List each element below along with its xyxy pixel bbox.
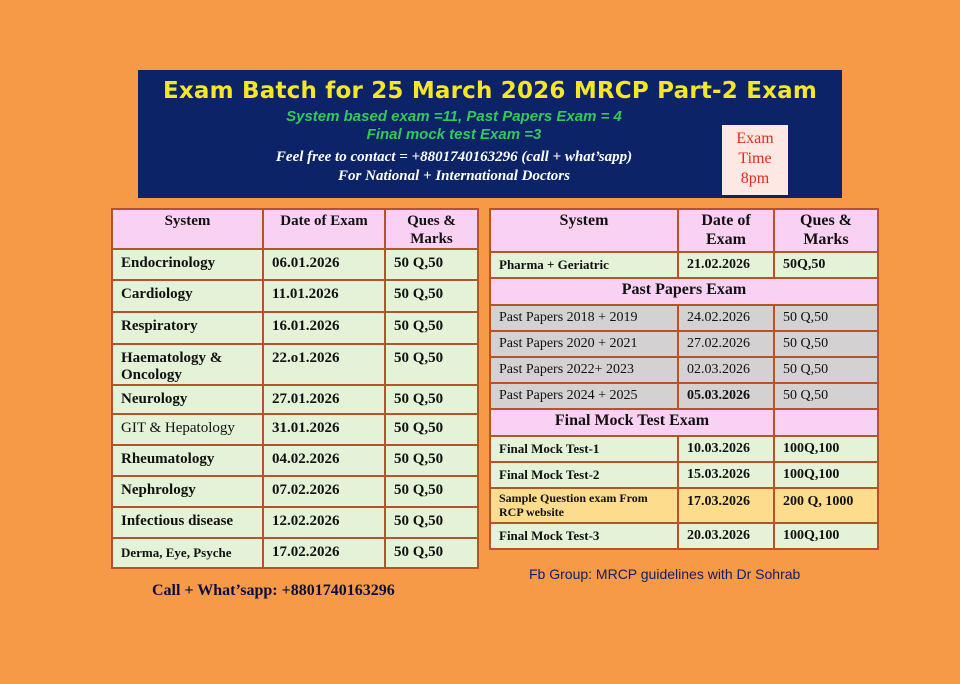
date-cell: 27.02.2026 xyxy=(678,331,774,357)
marks-cell: 50Q,50 xyxy=(774,252,878,278)
table-row xyxy=(112,538,478,568)
section-empty-cell xyxy=(774,409,878,436)
table-row xyxy=(490,357,878,383)
date-cell: 20.03.2026 xyxy=(678,523,774,549)
date-cell: 10.03.2026 xyxy=(678,436,774,462)
marks-cell: 50 Q,50 xyxy=(774,383,878,409)
system-cell: Cardiology xyxy=(112,280,263,312)
past-papers-section-title: Past Papers Exam xyxy=(490,278,878,305)
system-cell: Respiratory xyxy=(112,312,263,344)
marks-cell: 50 Q,50 xyxy=(385,249,478,280)
table-row xyxy=(112,385,478,414)
facebook-group-text: Fb Group: MRCP guidelines with Dr Sohrab xyxy=(529,566,801,582)
system-cell: Infectious disease xyxy=(112,507,263,538)
header-system: System xyxy=(490,209,678,252)
table-header-row xyxy=(490,209,878,252)
marks-cell: 50 Q,50 xyxy=(385,476,478,507)
exam-time-box xyxy=(722,125,788,195)
marks-cell: 50 Q,50 xyxy=(774,305,878,331)
marks-cell: 50 Q,50 xyxy=(385,507,478,538)
past-papers-mock-table xyxy=(489,208,879,550)
table-row xyxy=(490,331,878,357)
table-row xyxy=(112,312,478,344)
exam-time-line2: Time xyxy=(738,150,772,167)
header-marks: Ques & Marks xyxy=(774,209,878,252)
date-cell: 21.02.2026 xyxy=(678,252,774,278)
mock-cell: Final Mock Test-2 xyxy=(490,462,678,488)
table-row xyxy=(490,488,878,523)
table-row xyxy=(490,383,878,409)
table-row xyxy=(112,445,478,476)
marks-cell: 50 Q,50 xyxy=(385,385,478,414)
exam-time-line1: Exam xyxy=(736,130,774,147)
date-cell: 11.01.2026 xyxy=(263,280,385,312)
header-date: Date of Exam xyxy=(678,209,774,252)
date-cell: 02.03.2026 xyxy=(678,357,774,383)
date-cell: 27.01.2026 xyxy=(263,385,385,414)
contact-line: Feel free to contact = +8801740163296 (call + what’sapp) xyxy=(275,149,633,165)
marks-cell: 200 Q, 1000 xyxy=(774,488,878,523)
table-row xyxy=(490,252,878,278)
mock-count-line: Final mock test Exam =3 xyxy=(366,126,542,143)
table-row xyxy=(112,507,478,538)
paper-cell: Past Papers 2024 + 2025 xyxy=(490,383,678,409)
audience-line: For National + International Doctors xyxy=(338,168,570,184)
marks-cell: 50 Q,50 xyxy=(385,280,478,312)
date-cell: 04.02.2026 xyxy=(263,445,385,476)
date-cell: 31.01.2026 xyxy=(263,414,385,445)
marks-cell: 50 Q,50 xyxy=(385,445,478,476)
system-cell: Neurology xyxy=(112,385,263,414)
date-cell: 05.03.2026 xyxy=(678,383,774,409)
system-cell: GIT & Hepatology xyxy=(112,414,263,445)
marks-cell: 50 Q,50 xyxy=(385,538,478,568)
date-cell: 24.02.2026 xyxy=(678,305,774,331)
table-row xyxy=(112,280,478,312)
date-cell: 12.02.2026 xyxy=(263,507,385,538)
marks-cell: 50 Q,50 xyxy=(774,331,878,357)
system-cell: Nephrology xyxy=(112,476,263,507)
header-date: Date of Exam xyxy=(263,209,385,249)
marks-cell: 100Q,100 xyxy=(774,523,878,549)
mock-section-title: Final Mock Test Exam xyxy=(490,409,774,436)
table-row xyxy=(490,436,878,462)
marks-cell: 50 Q,50 xyxy=(774,357,878,383)
date-cell: 17.02.2026 xyxy=(263,538,385,568)
marks-cell: 100Q,100 xyxy=(774,436,878,462)
date-cell: 22.o1.2026 xyxy=(263,344,385,385)
paper-cell: Past Papers 2018 + 2019 xyxy=(490,305,678,331)
system-cell: Endocrinology xyxy=(112,249,263,280)
page-title: Exam Batch for 25 March 2026 MRCP Part-2 Exam xyxy=(162,78,818,104)
table-row xyxy=(112,476,478,507)
header-marks: Ques & Marks xyxy=(385,209,478,249)
date-cell: 06.01.2026 xyxy=(263,249,385,280)
date-cell: 07.02.2026 xyxy=(263,476,385,507)
mock-cell: Final Mock Test-3 xyxy=(490,523,678,549)
marks-cell: 50 Q,50 xyxy=(385,414,478,445)
system-cell: Rheumatology xyxy=(112,445,263,476)
call-whatsapp-text: Call + What’sapp: +8801740163296 xyxy=(152,582,395,599)
paper-cell: Past Papers 2022+ 2023 xyxy=(490,357,678,383)
table-row xyxy=(490,523,878,549)
header-system: System xyxy=(112,209,263,249)
table-row xyxy=(490,305,878,331)
marks-cell: 50 Q,50 xyxy=(385,344,478,385)
system-cell: Haematology & Oncology xyxy=(112,344,263,385)
date-cell: 17.03.2026 xyxy=(678,488,774,523)
section-row xyxy=(490,278,878,305)
table-row xyxy=(112,344,478,385)
date-cell: 16.01.2026 xyxy=(263,312,385,344)
system-exam-table xyxy=(111,208,479,569)
table-row xyxy=(112,414,478,445)
paper-cell: Past Papers 2020 + 2021 xyxy=(490,331,678,357)
table-row xyxy=(112,249,478,280)
exam-time-line3: 8pm xyxy=(740,170,770,187)
marks-cell: 100Q,100 xyxy=(774,462,878,488)
exam-count-line: System based exam =11, Past Papers Exam = 4 xyxy=(286,108,622,125)
system-cell: Derma, Eye, Psyche xyxy=(112,538,263,568)
table-header-row xyxy=(112,209,478,249)
table-row xyxy=(490,462,878,488)
system-cell: Pharma + Geriatric xyxy=(490,252,678,278)
marks-cell: 50 Q,50 xyxy=(385,312,478,344)
mock-cell: Sample Question exam From RCP website xyxy=(490,488,678,523)
date-cell: 15.03.2026 xyxy=(678,462,774,488)
section-row xyxy=(490,409,878,436)
mock-cell: Final Mock Test-1 xyxy=(490,436,678,462)
